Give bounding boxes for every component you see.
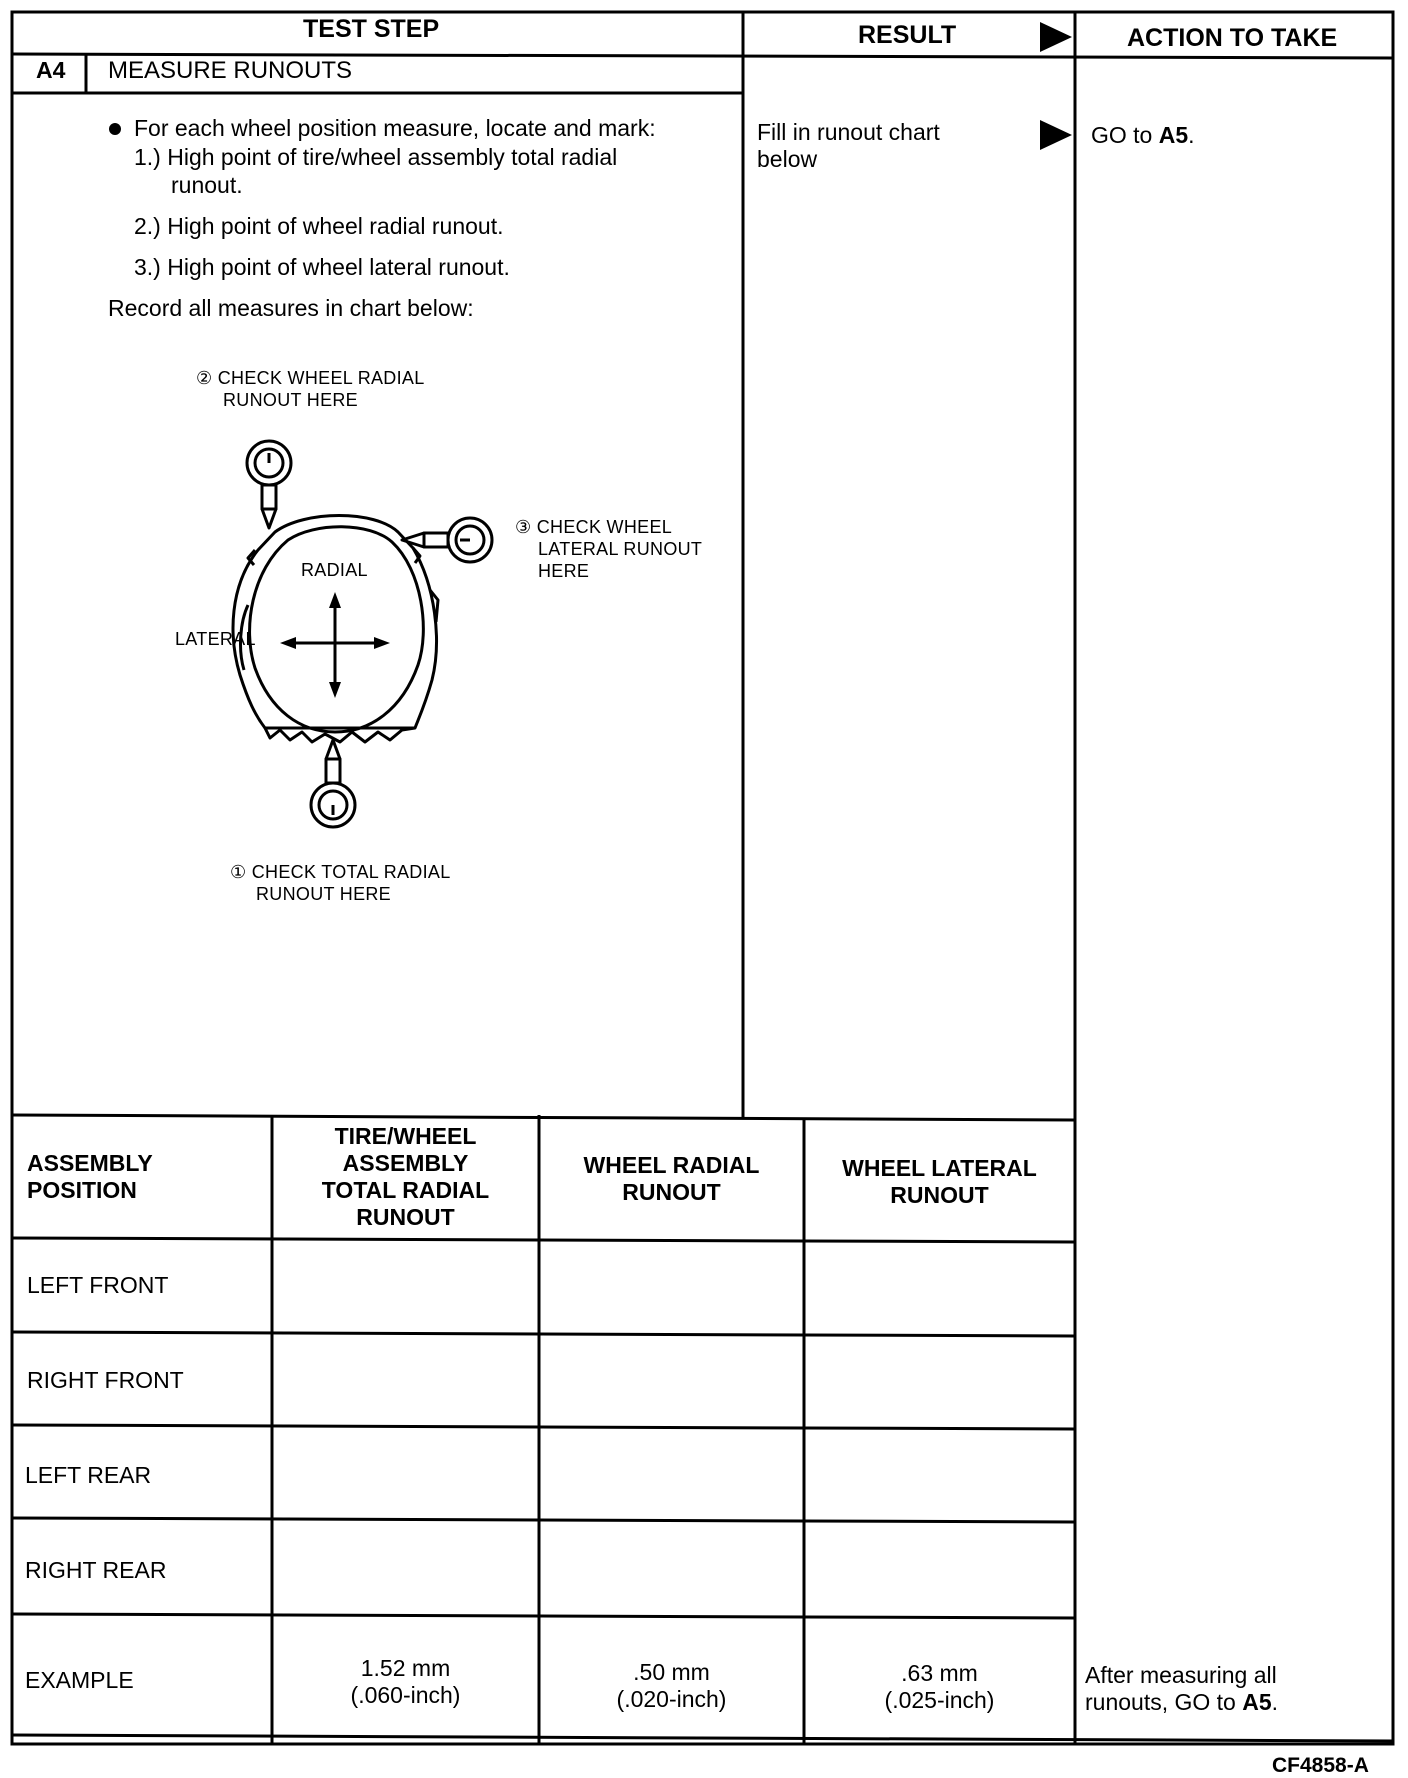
example-note-line-1: After measuring all (1085, 1662, 1277, 1688)
diagram-label-total-check-1: ① CHECK TOTAL RADIAL (230, 862, 451, 882)
col-header-lateral-2: RUNOUT (890, 1182, 989, 1208)
instruction-item-1: 1.) High point of tire/wheel assembly total radial (134, 144, 618, 170)
step-title: MEASURE RUNOUTS (108, 57, 353, 84)
col-header-total-2: ASSEMBLY (342, 1150, 469, 1176)
col-header-assembly-2: POSITION (27, 1177, 137, 1203)
row-label-example: EXAMPLE (25, 1667, 134, 1693)
diagram-label-total-check-2: RUNOUT HERE (256, 884, 391, 904)
action-go-to (1091, 123, 1195, 149)
header-result: RESULT (858, 21, 957, 49)
example-lateral-value: .63 mm (901, 1660, 978, 1686)
result-arrow-icon (1040, 120, 1072, 150)
col-header-total-3: TOTAL RADIAL (321, 1177, 490, 1203)
col-header-assembly-1: ASSEMBLY (27, 1150, 153, 1176)
diagram-label-radial-check-1: ② CHECK WHEEL RADIAL (196, 368, 425, 388)
row-label-left-front: LEFT FRONT (27, 1272, 169, 1298)
header-arrow-icon (1040, 22, 1072, 52)
row-label-right-front: RIGHT FRONT (27, 1367, 184, 1393)
diagram-label-radial-check-2: RUNOUT HERE (223, 390, 358, 410)
dial-indicator-bottom-icon (311, 740, 355, 827)
result-line-1: Fill in runout chart (757, 119, 940, 145)
diagram-label-radial: RADIAL (301, 560, 368, 580)
diagram-label-lateral-check-2: LATERAL RUNOUT (538, 539, 703, 559)
instruction-item-2: 2.) High point of wheel radial runout. (134, 213, 504, 239)
example-radial-inch: (.020-inch) (616, 1686, 727, 1712)
col-header-radial-1: WHEEL RADIAL (583, 1152, 760, 1178)
example-note-target[interactable]: A5 (1242, 1689, 1272, 1715)
figure-id: CF4858-A (1272, 1754, 1369, 1777)
action-go-prefix: GO to (1091, 122, 1159, 148)
radial-lateral-arrows-icon (290, 600, 380, 690)
col-header-total-4: RUNOUT (356, 1204, 455, 1230)
diagram-label-lateral: LATERAL (175, 629, 256, 649)
action-go-target[interactable]: A5 (1158, 122, 1189, 148)
instruction-item-3: 3.) High point of wheel lateral runout. (134, 254, 510, 280)
example-note-line-2 (1085, 1690, 1278, 1716)
result-line-2: below (757, 146, 818, 172)
instruction-record: Record all measures in chart below: (108, 295, 474, 321)
row-label-left-rear: LEFT REAR (25, 1462, 152, 1488)
header-action: ACTION TO TAKE (1127, 24, 1338, 52)
example-lateral-inch: (.025-inch) (884, 1687, 995, 1713)
step-id: A4 (36, 57, 66, 83)
example-note-prefix: runouts, GO to (1085, 1689, 1243, 1715)
instruction-intro: For each wheel position measure, locate and mark: (134, 115, 656, 141)
diagram-label-lateral-check-1: ③ CHECK WHEEL (515, 517, 673, 537)
col-header-lateral-1: WHEEL LATERAL (842, 1155, 1037, 1181)
bullet-icon (108, 122, 122, 136)
col-header-radial-2: RUNOUT (622, 1179, 721, 1205)
diagram-label-lateral-check-3: HERE (538, 561, 590, 581)
row-label-right-rear: RIGHT REAR (25, 1557, 167, 1583)
header-test-step: TEST STEP (303, 15, 440, 43)
example-total-value: 1.52 mm (360, 1655, 451, 1681)
example-radial-value: .50 mm (633, 1659, 710, 1685)
example-note-suffix: . (1271, 1689, 1279, 1715)
col-header-total-1: TIRE/WHEEL (334, 1123, 477, 1149)
dial-indicator-top-icon (247, 441, 291, 528)
example-total-inch: (.060-inch) (350, 1682, 461, 1708)
instruction-item-1-cont: runout. (171, 172, 243, 198)
action-go-suffix: . (1188, 122, 1195, 148)
